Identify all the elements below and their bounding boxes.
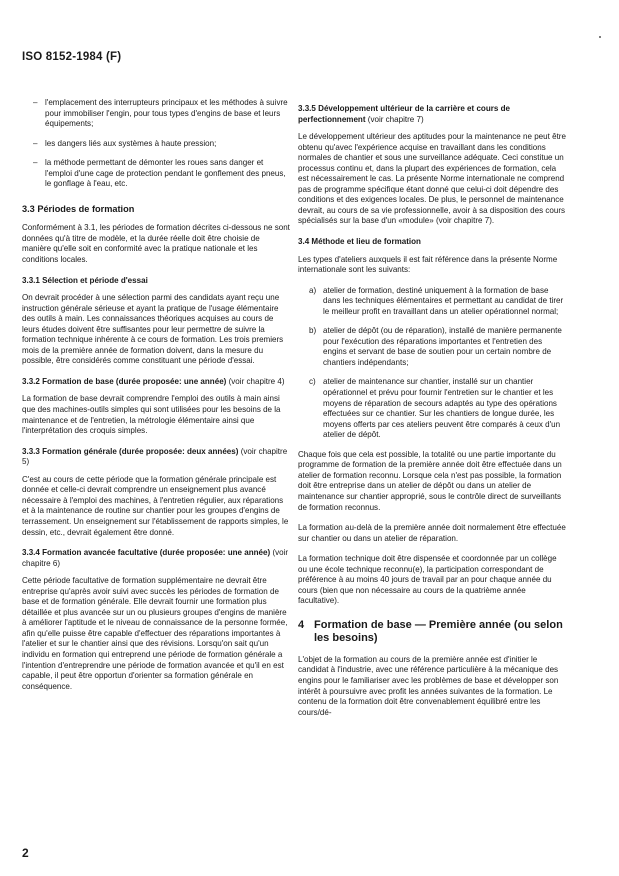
chapter-reference: (voir chapitre 5) — [22, 446, 288, 467]
list-item-text: l'emplacement des interrupteurs principaux et les méthodes à suivre pour immobiliser l'engin, pour tous types d'engins de base et leurs équipements; — [45, 98, 288, 129]
chapter-reference: (voir chapitre 6) — [22, 548, 289, 568]
section-3-3-1-heading: 3.3.1 Sélection et période d'essai — [22, 275, 148, 285]
chapter-reference: (voir chapitre 7) — [367, 114, 424, 124]
scan-speck — [599, 36, 601, 38]
section-3-4-intro: Les types d'ateliers auxquels il est fait référence dans la présente Norme internationale sont les suivants: — [298, 254, 558, 275]
section-3-3-5-heading — [298, 104, 566, 125]
chapter-4-heading — [298, 619, 566, 645]
section-3-3-1-paragraph: On devrait procéder à une sélection parmi des candidats ayant reçu une instruction générale sérieuse et ayant la pratique de l'usage élémentaire des outils à main. Les connaissances théoriques acquises au cours de leurs études doivent être suffisantes pour leur permettre de suivre la formation technique inhérente à ce cours de formation. Les trois premiers mois de la première année de formation doivent, dans la mesure du possible, être considérés comme constituant une période d'essai. — [22, 293, 284, 366]
section-3-3-2-heading — [22, 377, 290, 388]
dash-marker: – — [33, 158, 38, 168]
left-column — [22, 98, 290, 702]
paragraph: Chaque fois que cela est possible, la totalité ou une partie importante du programme de formation de la première année doit être effectuée dans un atelier de formation reconnu. Lorsque cela n'est pas possible, la formation doit être entreprise dans un atelier de dépôt ou dans un atelier de maintenance sur chantier approprié, sous le contrôle direct de surveillants de formation reconnus. — [298, 449, 562, 512]
heading-text: 3.3.5 Développement ultérieur de la carrière et cours de perfectionnement — [298, 104, 510, 124]
item-text: atelier de maintenance sur chantier, installé sur un chantier opérationnel et prévu pour fournir l'entretien sur le chantier et les moyens de réparation de secours adaptés au type des opérations effectuées sur ce chantier. Sur les chantiers de longue durée, les moyens offerts par ces ateliers peuvent être comparés à ceux d'un atelier de dépôt. — [323, 377, 561, 440]
page-number: 2 — [22, 846, 29, 860]
section-3-3-4-heading — [22, 548, 290, 569]
chapter-4-paragraph: L'objet de la formation au cours de la première année est d'initier le candidat à l'industrie, avec une référence particulière à la mécanique des engins pour le familiariser avec les problèmes de base et développer son intérêt à poursuivre avec profit les années suivantes de la formation. Le contenu de la formation doit être convenablement équilibré entre les cours/dé- — [298, 654, 559, 717]
chapter-reference: (voir chapitre 4) — [228, 376, 285, 386]
section-3-3-heading: 3.3 Périodes de formation — [22, 203, 135, 214]
list-item — [22, 139, 290, 150]
heading-text: 3.3.2 Formation de base (durée proposée: une année) — [22, 376, 227, 386]
item-text: atelier de formation, destiné uniquement à la formation de base dans les techniques élémentaires et permettant au candidat de tirer le meilleur profit en travaillant dans un atelier opérationnel normal; — [323, 285, 564, 316]
dash-marker: – — [33, 138, 38, 148]
list-item — [298, 326, 566, 368]
item-label: c) — [309, 377, 316, 387]
paragraph: La formation technique doit être dispensée et coordonnée par un collège ou une école technique reconnu(e), la participation correspondant de préférence à au moins 40 jours de travail par an pour chaque année du cours (bien que non nécessaire au cours de la quatrième année facultative). — [298, 554, 557, 606]
section-3-3-3-heading — [22, 447, 290, 468]
paragraph: La formation au-delà de la première année doit normalement être effectuée sur chantier ou dans un atelier de réparation. — [298, 523, 566, 543]
chapter-title: Formation de base — Première année (ou selon les besoins) — [314, 618, 563, 644]
item-text: atelier de dépôt (ou de réparation), installé de manière permanente pour l'exécution des réparations importantes et l'entretien des engins et servant de base de soutien pour un certain nombre de chantiers indépendants; — [323, 326, 562, 367]
chapter-number: 4 — [298, 618, 305, 631]
section-3-3-4-paragraph: Cette période facultative de formation supplémentaire ne devrait être entreprise qu'après avoir suivi avec succès les périodes de formation de base et de formation générale. Elle devrait fournir une formation plus détaillée et plus avancée sur un ou plusieurs groupes d'engins de manière à améliorer l'aptitude et le niveau de connaissance de la personne formée, afin qu'elle puisse être capable d'effectuer des réparations importantes à l'atelier et sur le chantier ainsi que des révisions. Lorsqu'on sait qu'un individu en formation qui entreprend une période de formation générale a l'intention d'entreprendre une période de formation avancée et qu'il en est capable, il peut être opportun d'orienter sa formation générale en conséquence. — [22, 576, 288, 691]
section-3-4-heading: 3.4 Méthode et lieu de formation — [298, 237, 421, 247]
section-3-3-paragraph: Conformément à 3.1, les périodes de formation décrites ci-dessous ne sont données qu'à titre de modèle, et la durée réelle doit être choisie de manière qu'elle soit en conformité avec la pratique nationale et les conditions locales. — [22, 223, 290, 265]
document-header: ISO 8152-1984 (F) — [22, 51, 122, 63]
heading-text: 3.3.4 Formation avancée facultative (durée proposée: une année) — [22, 548, 271, 558]
list-item-text: la méthode permettant de démonter les roues sans danger et l'emploi d'une cage de protection pendant le gonflement des pneus, le gonflage à l'eau, etc. — [45, 158, 286, 189]
section-3-3-2-paragraph: La formation de base devrait comprendre l'emploi des outils à main ainsi que des machines-outils simples qui sont utilisées pour les besoins de la maintenance et de l'entretien, la métrologie élémentaire ainsi que l'interprétation des croquis simples. — [22, 394, 281, 436]
list-item — [22, 158, 290, 190]
right-column — [298, 98, 566, 728]
list-item — [22, 98, 290, 130]
heading-text: 3.3.3 Formation générale (durée proposée: deux années) — [22, 446, 239, 456]
section-3-3-5-paragraph: Le développement ultérieur des aptitudes pour la maintenance ne peut être obtenu qu'avec l'expérience acquise en travaillant dans les conditions normales de chantier et sous une surveillance adéquate. Ceci constitue un processus continu et, dans la plupart des expériences de formation, cela est nécessairement le cas. La présente Norme internationale ne comprend pas de programme spécifique étant donné que celui-ci doit dépendre des conditions et des exigences locales. De plus, le personnel de maintenance devrait, au cours de sa vie professionnelle, avoir à sa disposition des cours spécialisés sur la base d'un «module» (voir chapitre 7). — [298, 132, 566, 226]
list-item-text: les dangers liés aux systèmes à haute pression; — [45, 138, 217, 148]
item-label: b) — [309, 326, 317, 336]
item-label: a) — [309, 285, 317, 295]
section-3-3-3-paragraph: C'est au cours de cette période que la formation générale principale est donnée et celle-ci devrait comprendre un enseignement plus avancé nécessaire à l'emploi des machines, à l'entretien régulier, aux réparations et à la maintenance de routine sur chantier pour les groupes d'engins de terrassement. Un enseignement sur l'établissement de rapports simples, le dessin, etc., devrait également être donné. — [22, 474, 289, 537]
list-item — [298, 286, 566, 318]
list-item — [298, 377, 566, 440]
dash-marker: – — [33, 98, 38, 107]
